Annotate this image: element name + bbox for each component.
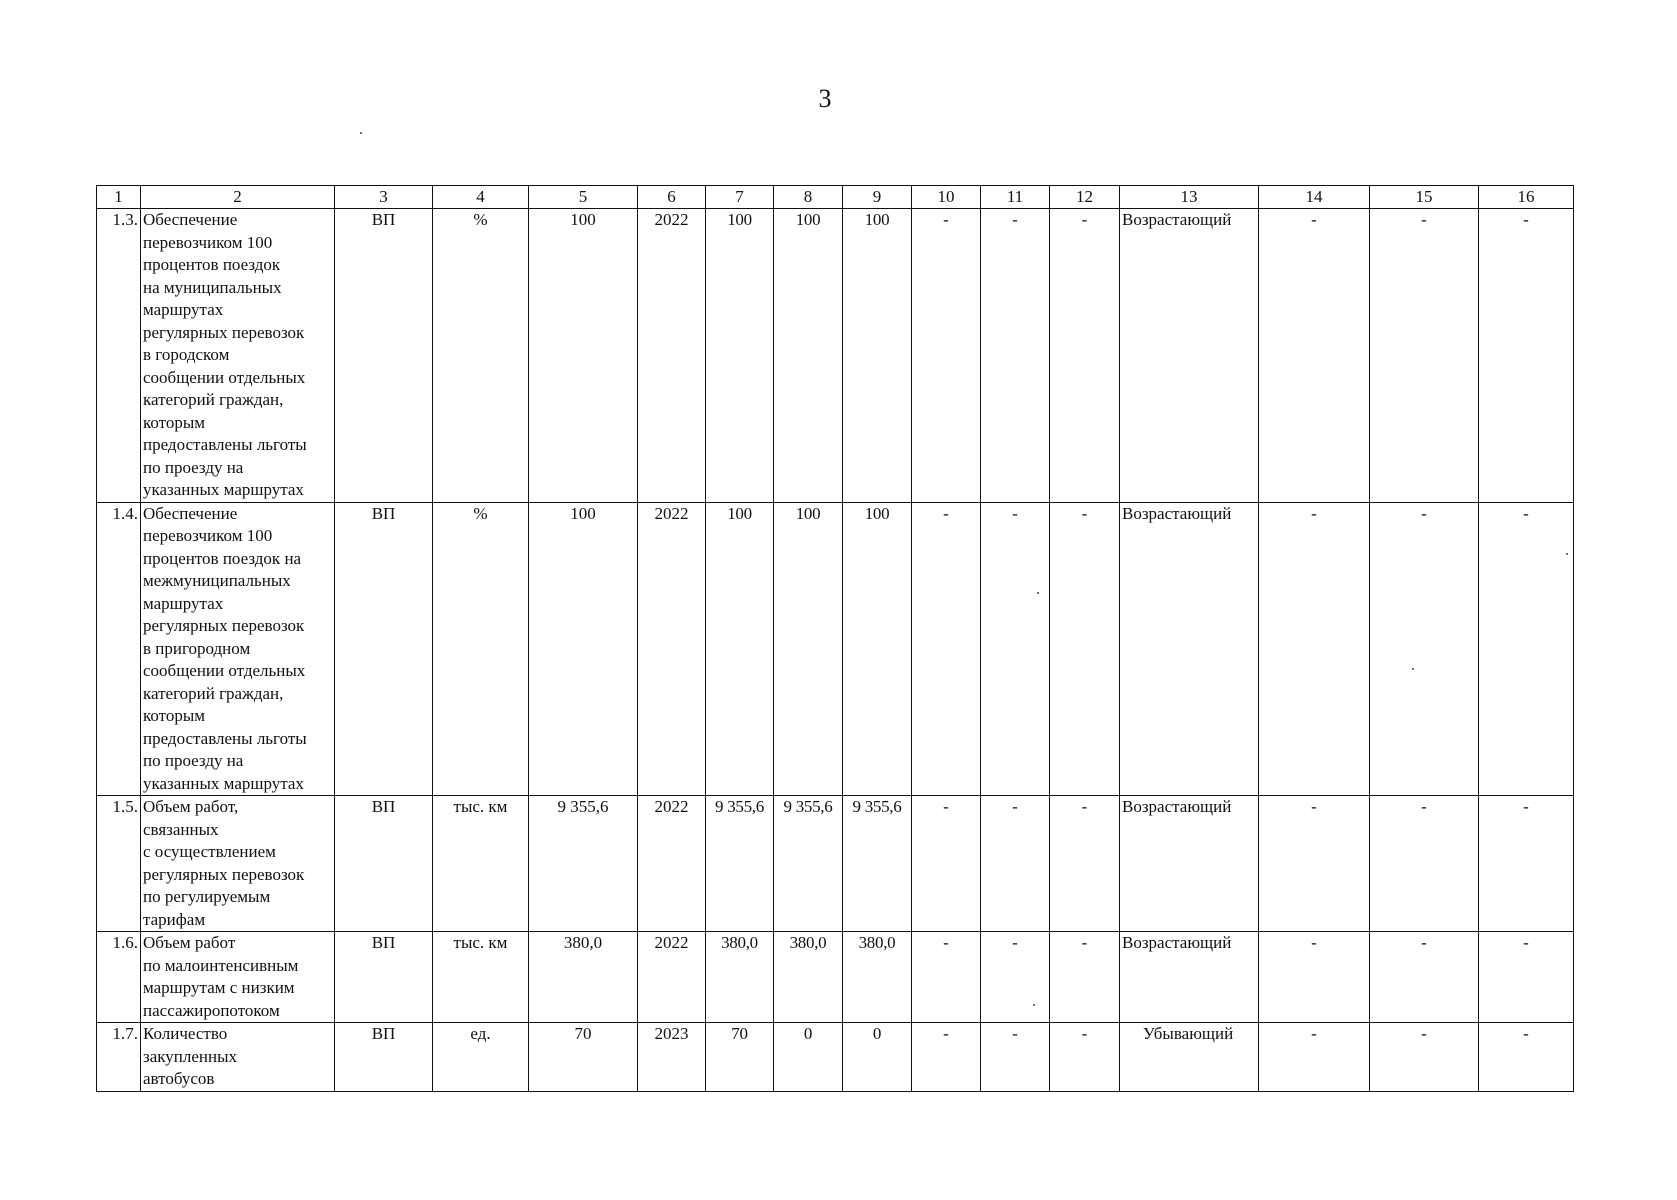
value-col-12-cell: - — [1050, 796, 1120, 932]
value-col-9-cell: 0 — [843, 1023, 912, 1092]
indicator-name-line: по регулируемым — [143, 887, 271, 906]
indicator-name-line: на муниципальных — [143, 277, 282, 297]
indicator-name-line: маршрутам с низким — [143, 978, 295, 997]
base-year-cell: 2023 — [638, 1023, 706, 1092]
base-value-cell: 380,0 — [529, 932, 638, 1023]
indicator-name-line: которым — [143, 412, 206, 432]
value-col-9-cell: 9 355,6 — [843, 796, 912, 932]
value-col-16-cell: - — [1479, 502, 1574, 796]
value-col-11-cell: - — [981, 502, 1050, 796]
indicator-name-line: предоставлены льготы — [143, 728, 307, 748]
value-col-11-cell: - — [981, 209, 1050, 503]
unit-cell: тыс. км — [433, 796, 529, 932]
indicator-name-line: Количество — [143, 1024, 228, 1043]
indicator-type-cell: ВП — [335, 796, 433, 932]
base-year-cell: 2022 — [638, 932, 706, 1023]
base-year-cell: 2022 — [638, 209, 706, 503]
indicator-name-line: регулярных перевозок — [143, 616, 305, 635]
page-number: 3 — [818, 84, 832, 113]
base-value-cell: 9 355,6 — [529, 796, 638, 932]
unit-cell: ед. — [433, 1023, 529, 1092]
indicator-name-line: предоставлены льготы — [143, 435, 307, 454]
value-col-16-cell: - — [1479, 932, 1574, 1023]
row-number-cell: 1.7. — [97, 1023, 141, 1092]
value-col-15-cell: - — [1370, 209, 1479, 503]
indicator-name-line: в городском — [143, 345, 230, 364]
column-header-14: 14 — [1259, 186, 1370, 209]
trend-cell: Возрастающий — [1120, 932, 1259, 1023]
column-header-9: 9 — [843, 186, 912, 209]
indicator-name-line: категорий граждан, — [143, 683, 284, 703]
scan-speck — [360, 132, 362, 134]
indicator-name-cell — [141, 209, 335, 503]
unit-cell: % — [433, 502, 529, 796]
column-header-1: 1 — [97, 186, 141, 209]
indicator-type-cell: ВП — [335, 932, 433, 1023]
unit-cell: тыс. км — [433, 932, 529, 1023]
column-header-15: 15 — [1370, 186, 1479, 209]
indicator-name-line: по малоинтенсивным — [143, 955, 299, 975]
value-col-16-cell: - — [1479, 796, 1574, 932]
base-value-cell: 100 — [529, 209, 638, 503]
column-header-12: 12 — [1050, 186, 1120, 209]
value-col-10-cell: - — [912, 796, 981, 932]
indicator-name-line: категорий граждан, — [143, 390, 284, 409]
indicator-name-line: с осуществлением — [143, 842, 276, 861]
value-col-11-cell: - — [981, 932, 1050, 1023]
value-col-15-cell: - — [1370, 1023, 1479, 1092]
value-col-8-cell: 100 — [774, 502, 843, 796]
indicator-name-line: сообщении отдельных — [143, 367, 306, 387]
indicator-name-cell — [141, 502, 335, 796]
indicator-name-line: Объем работ — [143, 933, 236, 952]
value-col-7-cell: 9 355,6 — [706, 796, 774, 932]
value-col-8-cell: 0 — [774, 1023, 843, 1092]
table-row — [97, 796, 1574, 932]
value-col-10-cell: - — [912, 1023, 981, 1092]
table-row — [97, 932, 1574, 1023]
value-col-10-cell: - — [912, 502, 981, 796]
base-value-cell: 100 — [529, 502, 638, 796]
value-col-7-cell: 100 — [706, 502, 774, 796]
row-number-cell: 1.4. — [97, 502, 141, 796]
indicator-name-line: закупленных — [143, 1046, 238, 1066]
value-col-12-cell: - — [1050, 1023, 1120, 1092]
column-header-2: 2 — [141, 186, 335, 209]
table-row — [97, 502, 1574, 796]
trend-cell: Убывающий — [1120, 1023, 1259, 1092]
indicator-name-line: пассажиропотоком — [143, 1000, 280, 1020]
value-col-8-cell: 380,0 — [774, 932, 843, 1023]
value-col-14-cell: - — [1259, 209, 1370, 503]
base-year-cell: 2022 — [638, 502, 706, 796]
base-value-cell: 70 — [529, 1023, 638, 1092]
value-col-14-cell: - — [1259, 796, 1370, 932]
value-col-14-cell: - — [1259, 502, 1370, 796]
value-col-9-cell: 380,0 — [843, 932, 912, 1023]
row-number-cell: 1.3. — [97, 209, 141, 503]
value-col-10-cell: - — [912, 932, 981, 1023]
indicator-name-line: указанных маршрутах — [143, 480, 304, 499]
column-header-6: 6 — [638, 186, 706, 209]
indicator-name-line: процентов поездок — [143, 255, 281, 274]
trend-cell: Возрастающий — [1120, 502, 1259, 796]
indicator-name-line: перевозчиком 100 — [143, 526, 273, 545]
column-header-7: 7 — [706, 186, 774, 209]
value-col-8-cell: 9 355,6 — [774, 796, 843, 932]
value-col-16-cell: - — [1479, 1023, 1574, 1092]
indicator-name-line: перевозчиком 100 — [143, 232, 273, 252]
value-col-7-cell: 70 — [706, 1023, 774, 1092]
column-header-16: 16 — [1479, 186, 1574, 209]
value-col-14-cell: - — [1259, 1023, 1370, 1092]
column-header-5: 5 — [529, 186, 638, 209]
indicators-table — [96, 185, 1574, 1092]
column-header-13: 13 — [1120, 186, 1259, 209]
indicator-name-line: Объем работ, — [143, 797, 239, 816]
column-header-11: 11 — [981, 186, 1050, 209]
trend-cell: Возрастающий — [1120, 209, 1259, 503]
indicator-name-line: маршрутах — [143, 300, 224, 319]
column-header-4: 4 — [433, 186, 529, 209]
value-col-15-cell: - — [1370, 796, 1479, 932]
value-col-7-cell: 380,0 — [706, 932, 774, 1023]
indicator-name-line: маршрутах — [143, 593, 224, 613]
value-col-15-cell: - — [1370, 932, 1479, 1023]
indicator-name-line: межмуниципальных — [143, 571, 291, 590]
indicator-name-line: по проезду на — [143, 457, 244, 477]
indicator-name-cell — [141, 932, 335, 1023]
value-col-15-cell: - — [1370, 502, 1479, 796]
value-col-12-cell: - — [1050, 932, 1120, 1023]
value-col-12-cell: - — [1050, 209, 1120, 503]
value-col-16-cell: - — [1479, 209, 1574, 503]
indicator-type-cell: ВП — [335, 1023, 433, 1092]
value-col-9-cell: 100 — [843, 502, 912, 796]
column-header-10: 10 — [912, 186, 981, 209]
indicator-name-line: связанных — [143, 819, 219, 839]
value-col-8-cell: 100 — [774, 209, 843, 503]
table-body — [97, 209, 1574, 1092]
value-col-7-cell: 100 — [706, 209, 774, 503]
indicator-name-line: тарифам — [143, 909, 206, 929]
header-row — [97, 186, 1574, 209]
indicator-type-cell: ВП — [335, 209, 433, 503]
indicator-name-cell — [141, 1023, 335, 1092]
indicator-name-line: указанных маршрутах — [143, 773, 304, 793]
indicator-name-line: процентов поездок на — [143, 548, 302, 568]
value-col-9-cell: 100 — [843, 209, 912, 503]
indicator-name-line: регулярных перевозок — [143, 322, 305, 342]
indicator-type-cell: ВП — [335, 502, 433, 796]
indicator-name-line: автобусов — [143, 1069, 215, 1088]
value-col-11-cell: - — [981, 1023, 1050, 1092]
indicator-name-line: Обеспечение — [143, 210, 238, 229]
value-col-12-cell: - — [1050, 502, 1120, 796]
row-number-cell: 1.6. — [97, 932, 141, 1023]
value-col-11-cell: - — [981, 796, 1050, 932]
indicator-name-line: которым — [143, 706, 206, 725]
indicator-name-line: сообщении отдельных — [143, 661, 306, 680]
row-number-cell: 1.5. — [97, 796, 141, 932]
trend-cell: Возрастающий — [1120, 796, 1259, 932]
indicator-name-line: в пригородном — [143, 638, 251, 658]
table-row — [97, 209, 1574, 503]
unit-cell: % — [433, 209, 529, 503]
value-col-10-cell: - — [912, 209, 981, 503]
column-header-3: 3 — [335, 186, 433, 209]
indicator-name-line: Обеспечение — [143, 503, 238, 523]
value-col-14-cell: - — [1259, 932, 1370, 1023]
base-year-cell: 2022 — [638, 796, 706, 932]
table-row — [97, 1023, 1574, 1092]
indicator-name-cell — [141, 796, 335, 932]
indicator-name-line: по проезду на — [143, 751, 244, 770]
indicator-name-line: регулярных перевозок — [143, 864, 305, 884]
column-header-8: 8 — [774, 186, 843, 209]
